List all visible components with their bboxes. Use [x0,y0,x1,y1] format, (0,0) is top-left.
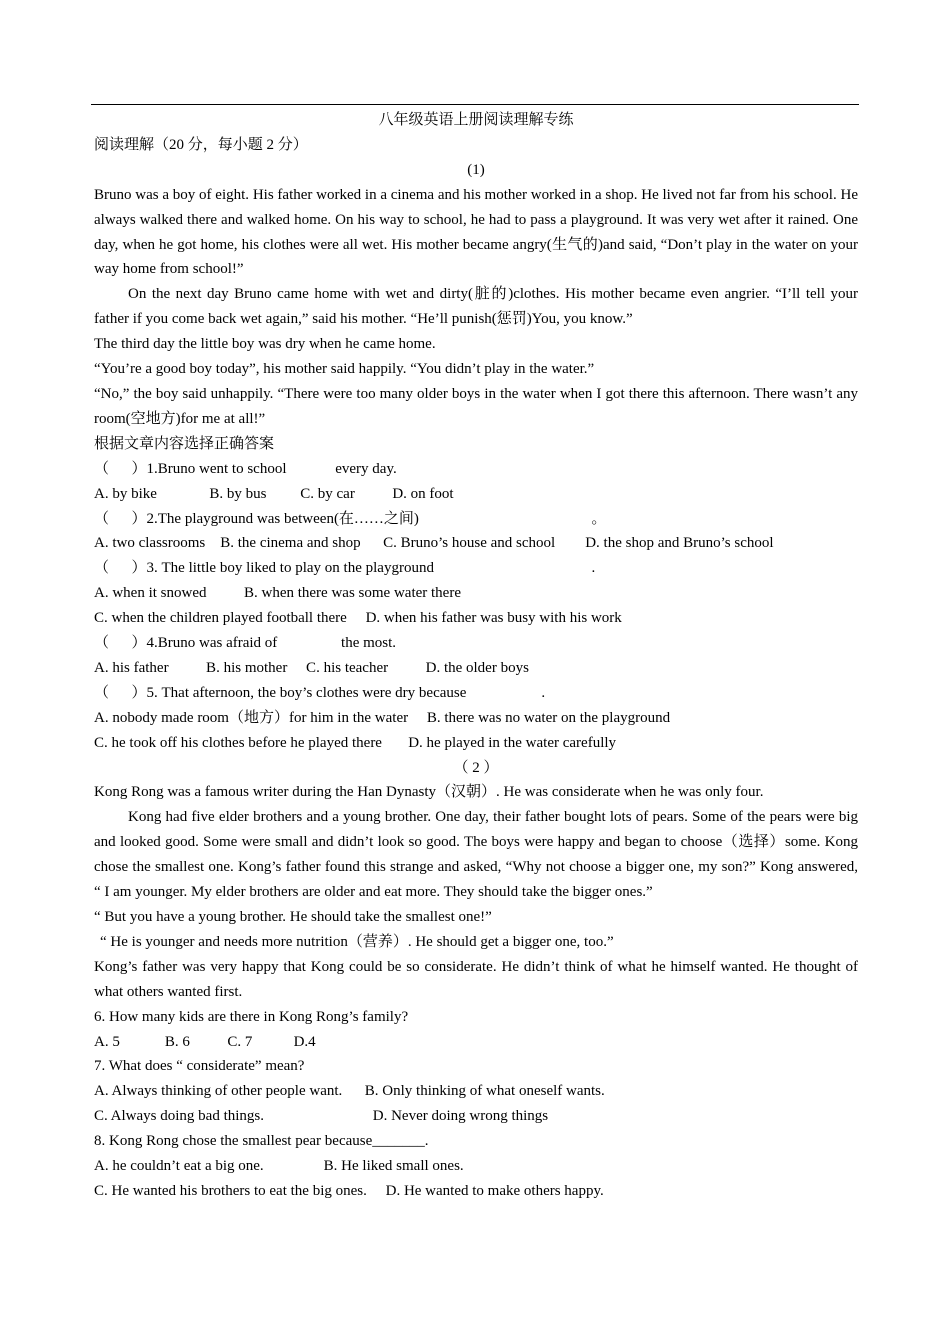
passage1-paragraph-3: The third day the little boy was dry when he came home. [94,336,436,353]
question-8-options-ab: A. he couldn’t eat a big one. B. He liked small ones. [94,1158,464,1175]
passage2-paragraph-2: Kong had five elder brothers and a young brother. One day, their father bought lots of pears. Some of the pears were big and looked good. Some were small and didn’t look so good. The boys were happy and began to choose（选择）some. Kong chose the smallest one. Kong’s father found this strange and asked, “Why not choose a bigger one, my son?” Kong answered, “ I am younger. My elder brothers are older and eat more. They should take the bigger ones.” [94,809,858,901]
question-3-options-cd: C. when the children played football there D. when his father was busy with his work [94,610,622,627]
passage1-paragraph-4: “You’re a good boy today”, his mother said happily. “You didn’t play in the water.” [94,361,595,378]
question-4-options: A. his father B. his mother C. his teacher D. the older boys [94,659,529,676]
question-5-options-ab: A. nobody made room（地方）for him in the water B. there was no water on the playground [94,709,671,726]
question-8-options-cd: C. He wanted his brothers to eat the big ones. D. He wanted to make others happy. [94,1182,604,1199]
question-1-options: A. by bike B. by bus C. by car D. on foot [94,485,454,502]
passage2-paragraph-1: Kong Rong was a famous writer during the Han Dynasty（汉朝）. He was considerate when he was only four. [94,784,764,801]
passage1-paragraph-5: “No,” the boy said unhappily. “There were too many older boys in the water when I got there this afternoon. There wasn’t any room(空地方)for me at all!” [94,385,858,427]
document-page [94,108,858,1204]
section-heading: 阅读理解（20 分，每小题 2 分） [94,136,308,153]
question-2-options: A. two classrooms B. the cinema and shop C. Bruno’s house and school D. the shop and Bruno’s school [94,535,774,552]
question-2-stem: （ ）2.The playground was between(在……之间) 。 [94,510,607,527]
question-3-options-ab: A. when it snowed B. when there was some water there [94,585,461,602]
question-7-options-cd: C. Always doing bad things. D. Never doing wrong things [94,1108,549,1125]
header-rule [91,104,859,105]
passage1-paragraph-2: On the next day Bruno came home with wet and dirty(脏的)clothes. His mother became even angrier. “I’ll tell your father if you come back wet again,” said his mother. “He’ll punish(惩罚)You, you know.” [94,286,858,328]
question-7-options-ab: A. Always thinking of other people want. B. Only thinking of what oneself wants. [94,1083,605,1100]
document-title: 八年级英语上册阅读理解专练 [378,112,574,128]
question-6-stem: 6. How many kids are there in Kong Rong’s family? [94,1008,409,1025]
question-7-stem: 7. What does “ considerate” mean? [94,1058,305,1075]
passage1-instruction: 根据文章内容选择正确答案 [94,435,275,452]
question-4-stem: （ ）4.Bruno was afraid of the most. [94,635,397,652]
question-6-options: A. 5 B. 6 C. 7 D.4 [94,1033,316,1050]
passage2-paragraph-5: Kong’s father was very happy that Kong could be so considerate. He didn’t think of what he himself wanted. He thought of what others wanted first. [94,958,858,1000]
question-8-stem: 8. Kong Rong chose the smallest pear because_______. [94,1133,429,1150]
question-5-stem: （ ）5. That afternoon, the boy’s clothes were dry because . [94,684,546,701]
passage2-paragraph-4: “ He is younger and needs more nutrition（营养）. He should get a bigger one, too.” [100,933,614,950]
question-3-stem: （ ）3. The little boy liked to play on the playground . [94,560,596,577]
passage1-number: (1) [467,161,485,178]
passage2-paragraph-3: “ But you have a young brother. He should take the smallest one!” [94,909,492,925]
question-1-stem: （ ）1.Bruno went to school every day. [94,460,397,477]
passage2-number: （ 2 ） [453,759,499,776]
passage1-paragraph-1: Bruno was a boy of eight. His father worked in a cinema and his mother worked in a shop. He lived not far from his school. He always walked there and walked home. On his way to school, he had to pass a playground. It was very wet after it rained. One day, when he got home, his clothes were all wet. His mother became angry(生气的)and said, “Don’t play in the water on your way home from school!” [94,186,858,278]
question-5-options-cd: C. he took off his clothes before he played there D. he played in the water carefully [94,734,617,751]
